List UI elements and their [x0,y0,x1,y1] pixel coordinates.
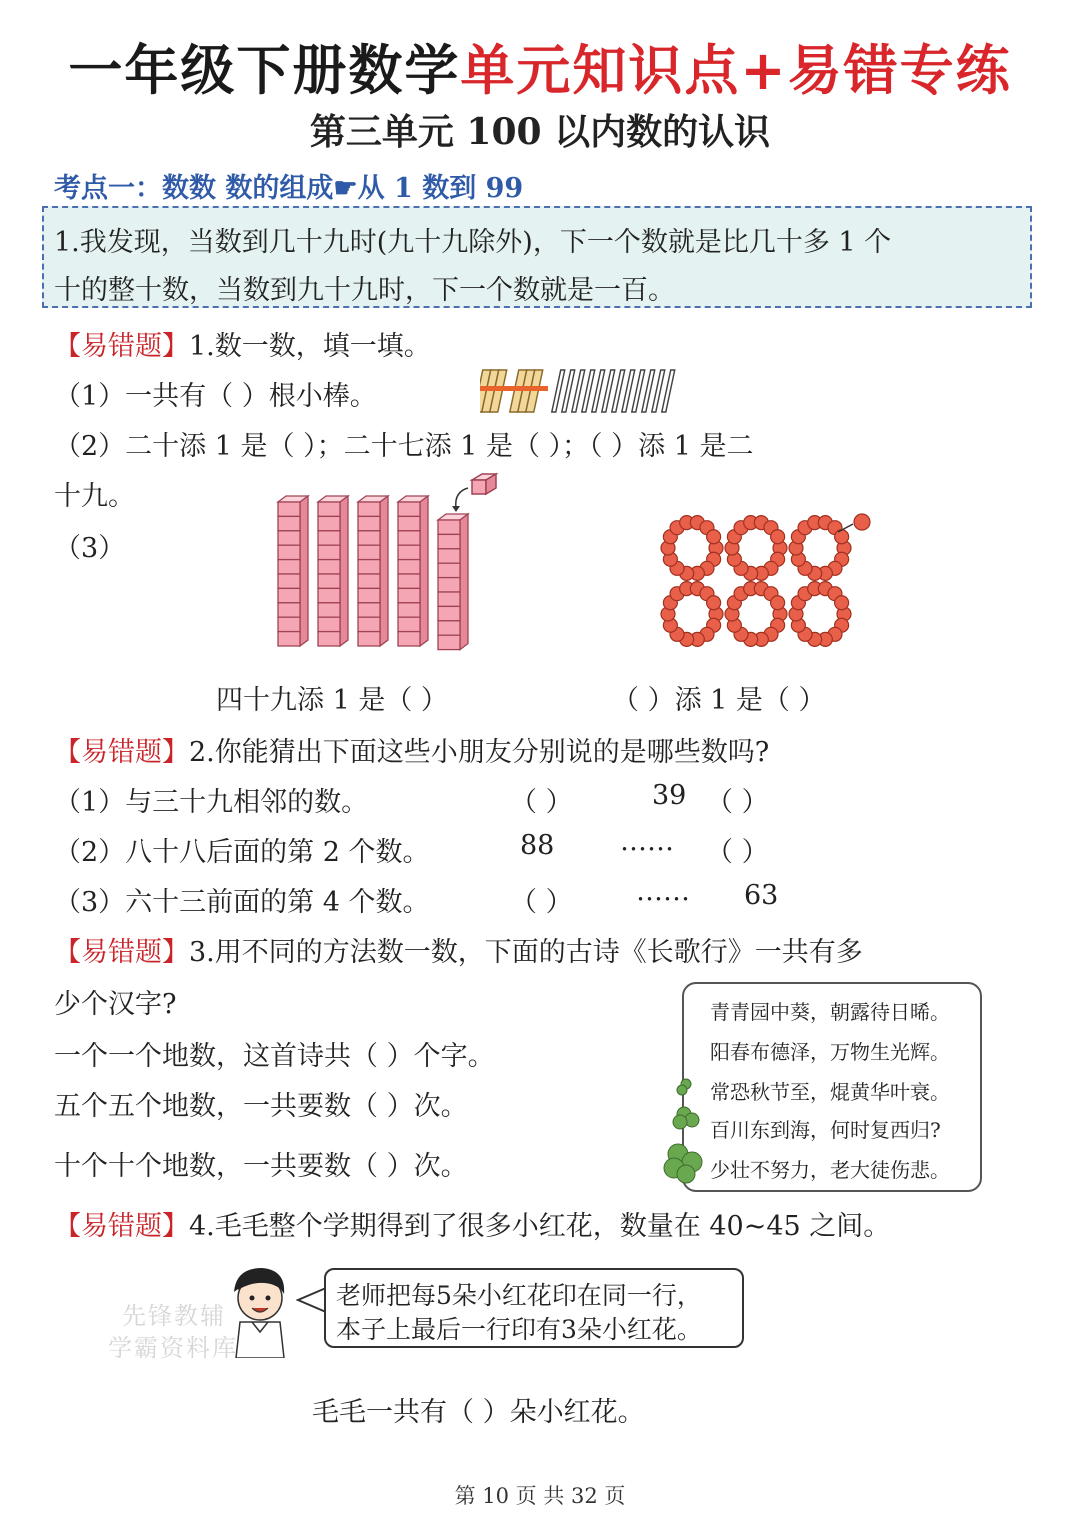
q2-row-3-a: （ ） [510,887,573,918]
q3-title-cont: 少个汉字? [54,989,177,1020]
poem-line-4: 百川东到海，何时复西归? [710,1118,941,1142]
bead-ring [725,582,787,647]
poem-line-1: 青青园中葵，朝露待日晞。 [710,1000,950,1024]
q3-title-text: 3.用不同的方法数一数，下面的古诗《长歌行》一共有多 [189,937,863,968]
unit-subtitle: 第三单元 100 以内数的认识 [309,111,771,153]
stick-bundle-2 [510,370,548,412]
q3-tag: 【易错题】 [54,937,189,968]
knowledge-line-1: 1.我发现，当数到几十九时(九十九除外)，下一个数就是比几十多 1 个 [54,227,892,258]
cube-tower [358,496,388,646]
q2-row-2-c: （ ） [706,837,769,868]
poem-card [682,982,982,1192]
beads-illustration [656,510,876,670]
page-footer: 第 10 页 共 32 页 [454,1484,626,1508]
single-cube [472,474,496,494]
speech-line-1: 老师把每5朵小红花印在同一行， [336,1281,702,1310]
bead-ring [725,516,787,581]
q3-line-2: 五个五个地数，一共要数（ ）次。 [54,1091,468,1122]
cube-tower [438,514,468,650]
q1-part-3: （3） [54,533,126,564]
q4-title [54,1204,890,1243]
clover-decoration-icon [660,1070,706,1190]
single-sticks [552,370,675,412]
q2-row-2-a: 88 [520,830,555,861]
q2-row-2-b: …… [620,826,674,857]
speech-bubble [324,1268,744,1348]
q2-title-text: 2.你能猜出下面这些小朋友分别说的是哪些数吗? [189,737,770,768]
cube-tower [318,496,348,646]
q1-tag: 【易错题】 [54,331,189,362]
q2-row-1-a: （ ） [510,787,573,818]
q4-answer: 毛毛一共有（ ）朵小红花。 [312,1397,645,1428]
q4-tag: 【易错题】 [54,1211,189,1242]
title-part-1: 一年级下册数学 [68,39,461,102]
bead-ring [789,516,851,581]
q3-line-1: 一个一个地数，这首诗共（ ）个字。 [54,1041,495,1072]
poem-line-5: 少壮不努力，老大徒伤悲。 [710,1158,950,1182]
watermark-line-1: 先锋教辅 [122,1302,226,1330]
poem-line-2: 阳春布德泽，万物生光辉。 [710,1040,950,1064]
q1-part-2: （2）二十添 1 是（ ）；二十七添 1 是（ ）；（ ）添 1 是二 [54,431,754,462]
knowledge-box [42,206,1032,308]
q3-title [54,930,863,969]
q1-title [54,324,431,363]
q2-row-1-label: （1）与三十九相邻的数。 [54,787,369,818]
q1-caption-left: 四十九添 1 是（ ） [216,685,448,716]
arrow-to-cube [456,488,468,508]
q2-tag: 【易错题】 [54,737,189,768]
ten-cube-towers [278,496,468,650]
q2-row-3-b: …… [636,876,690,907]
knowledge-line-2: 十的整十数，当数到九十九时，下一个数就是一百。 [54,275,675,306]
page-title [0,28,1080,105]
bead-ring [789,582,851,647]
cube-towers-illustration [268,470,508,680]
q1-title-text: 1.数一数，填一填。 [189,331,431,362]
cube-tower [278,496,308,646]
watermark-line-2: 学霸资料库 [108,1334,238,1362]
poem-line-3: 常恐秋节至，焜黄华叶衰。 [710,1080,950,1104]
bead-ring [661,516,723,581]
cube-tower [398,496,428,646]
q4-title-text: 4.毛毛整个学期得到了很多小红花，数量在 40~45 之间。 [189,1211,891,1242]
q1-part-2-cont: 十九。 [54,481,135,512]
stick-bundle-1 [480,370,514,412]
title-part-2: 单元知识点+易错专练 [460,39,1012,102]
speech-line-2: 本子上最后一行印有3朵小红花。 [336,1315,702,1344]
kaodian-heading: 考点一：数数 数的组成☛从 1 数到 99 [54,173,524,204]
single-bead [854,514,870,530]
q2-row-1-c: （ ） [706,787,769,818]
q2-title [54,730,769,769]
q3-line-3: 十个十个地数，一共要数（ ）次。 [54,1151,468,1182]
q2-row-1-b: 39 [652,780,687,811]
q1-part-1: （1）一共有（ ）根小棒。 [54,381,377,412]
bead-groups [661,516,851,647]
q2-row-2-label: （2）八十八后面的第 2 个数。 [54,837,430,868]
q1-caption-right: （ ）添 1 是（ ） [612,685,826,716]
sticks-illustration [480,364,680,418]
q2-row-3-c: 63 [744,880,779,911]
bead-ring [661,582,723,647]
q2-row-3-label: （3）六十三前面的第 4 个数。 [54,887,430,918]
